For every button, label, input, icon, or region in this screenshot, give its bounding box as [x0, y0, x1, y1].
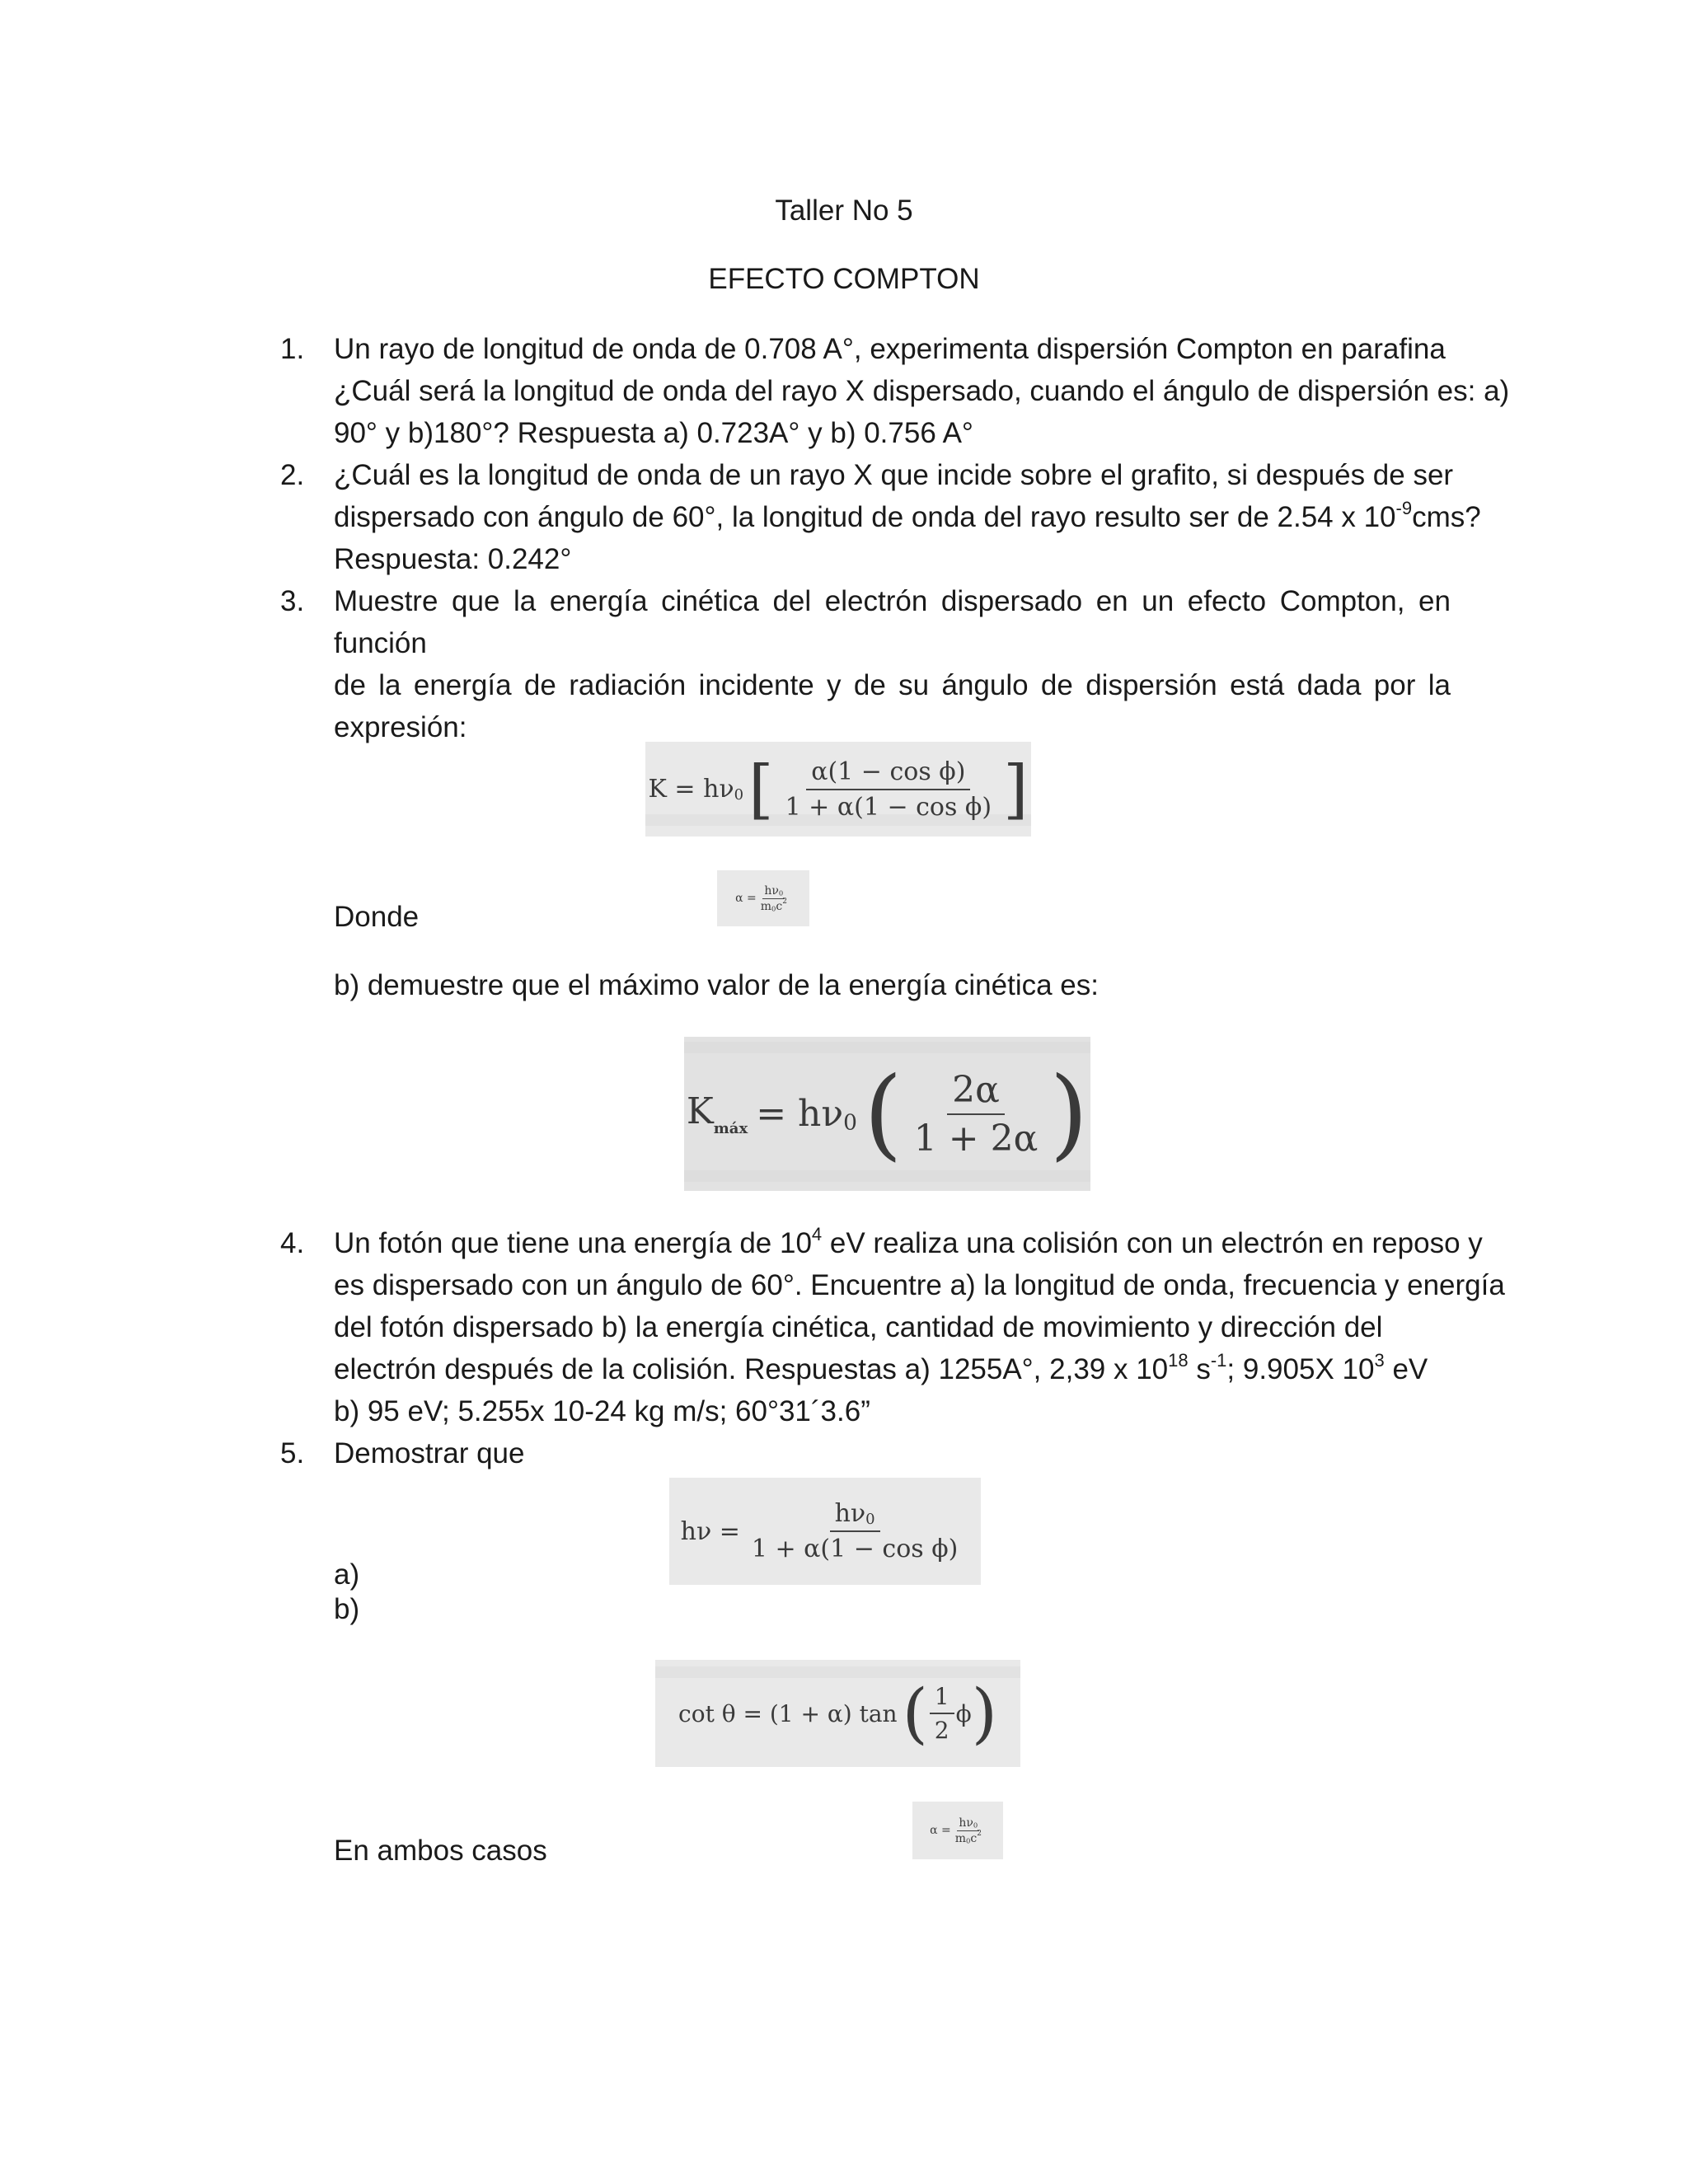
en-ambos-casos-label: En ambos casos — [334, 1835, 547, 1867]
exponent: 4 — [811, 1224, 823, 1245]
problem-5-label-a: a) — [334, 1558, 360, 1591]
eq-alpha-denominator: $m0c^2$ — [760, 897, 787, 913]
problem-4-line-3: del fotón dispersado b) la energía cinética, cantidad de movimiento y dirección del — [334, 1311, 1383, 1343]
eq-hv-numerator: hν0 — [830, 1499, 880, 1532]
eq-alpha-fraction — [954, 1816, 983, 1845]
eq-alpha-numerator: hν0 — [764, 883, 784, 898]
right-bracket: ] — [1003, 752, 1029, 827]
problem-1-line-1: Un rayo de longitud de onda de 0.708 A°, experimenta dispersión Compton en parafina — [334, 333, 1446, 365]
right-paren: ) — [1049, 1056, 1089, 1171]
equation-kmax — [684, 1037, 1090, 1191]
problem-number: 4. — [280, 1227, 305, 1259]
problem-1-line-3: 90° y b)180°? Respuesta a) 0.723A° y b) 0.756 A° — [334, 417, 973, 449]
problem-number: 5. — [280, 1437, 305, 1469]
eq-kmax-equals: = hν0 — [756, 1092, 857, 1136]
eq-cot-fraction — [930, 1683, 954, 1744]
problem-3-line-3: expresión: — [334, 711, 467, 743]
eq-kmax-numerator: 2α — [947, 1069, 1005, 1115]
document-subtitle: EFECTO COMPTON — [708, 263, 980, 295]
equation-alpha-1 — [717, 870, 809, 926]
problem-2-line-2 — [334, 496, 1481, 538]
exponent: 3 — [1374, 1350, 1385, 1371]
eq-k-fraction — [781, 757, 997, 822]
left-bracket: [ — [748, 752, 774, 827]
left-paren: ( — [863, 1056, 903, 1171]
eq-alpha-denominator: $m0c^2$ — [954, 1829, 982, 1845]
eq-hv-lhs: hν = — [680, 1516, 740, 1546]
problem-2-line-1: ¿Cuál es la longitud de onda de un rayo X que incide sobre el grafito, si después de ser — [334, 459, 1454, 491]
right-paren: ) — [971, 1675, 997, 1751]
problem-1-line-2: ¿Cuál será la longitud de onda del rayo X dispersado, cuando el ángulo de dispersión es: a) — [334, 375, 1510, 407]
problem-4-line-5: b) 95 eV; 5.255x 10-24 kg m/s; 60°31´3.6” — [334, 1395, 870, 1427]
problem-2-line-2-text: dispersado con ángulo de 60°, la longitud de onda del rayo resulto ser de 2.54 x 10 — [334, 501, 1396, 533]
problem-4-line-2: es dispersado con un ángulo de 60°. Encuentre a) la longitud de onda, frecuencia y energía — [334, 1269, 1505, 1301]
eq-k-numerator: α(1 − cos ϕ) — [806, 757, 970, 790]
equation-alpha-2 — [912, 1802, 1003, 1859]
document-title: Taller No 5 — [775, 194, 913, 227]
eq-cot-lhs: cot θ = (1 + α) tan — [678, 1699, 898, 1727]
problem-number: 2. — [280, 459, 305, 491]
donde-label: Donde — [334, 901, 420, 933]
problem-3-part-b: b) demuestre que el máximo valor de la energía cinética es: — [334, 969, 1099, 1001]
left-paren: ( — [902, 1675, 928, 1751]
problem-number: 1. — [280, 333, 305, 365]
eq-hv-denominator: 1 + α(1 − cos ϕ) — [751, 1535, 959, 1564]
problem-number: 3. — [280, 585, 305, 617]
equation-scattered-photon-energy — [669, 1478, 981, 1585]
exponent: -9 — [1395, 498, 1413, 519]
eq-k-denominator: 1 + α(1 − cos ϕ) — [785, 792, 992, 822]
eq-k-lhs: K = hν0 — [648, 774, 744, 804]
eq-alpha-lhs: α = — [930, 1824, 951, 1837]
problem-4-line-4: electrón después de la colisión. Respuestas a) 1255A°, 2,39 x $10^{18}$ $s^{-1}$; 9.905X $10^3$ eV — [334, 1350, 1428, 1385]
eq-kmax-fraction — [909, 1069, 1043, 1160]
eq-kmax-denominator: 1 + 2α — [913, 1117, 1039, 1160]
eq-alpha-fraction — [759, 884, 789, 913]
problem-5-line: Demostrar que — [334, 1437, 525, 1469]
equation-kinetic-energy — [645, 742, 1031, 837]
eq-alpha-numerator: hν0 — [959, 1816, 978, 1830]
problem-2-answer: Respuesta: 0.242° — [334, 543, 572, 575]
eq-cot-numerator: 1 — [930, 1683, 954, 1714]
exponent: -1 — [1210, 1350, 1227, 1371]
eq-kmax-lhs: $K_{máx}$ — [686, 1090, 748, 1137]
equation-cot-theta — [655, 1660, 1020, 1767]
eq-cot-denominator: 2 — [934, 1717, 950, 1744]
eq-cot-phi: ϕ — [955, 1699, 972, 1727]
problem-2-line-2-unit: cms? — [1412, 501, 1481, 533]
eq-hv-fraction — [747, 1499, 964, 1563]
problem-3-line-2: de la energía de radiación incidente y de su ángulo de dispersión está dada por la — [334, 669, 1451, 701]
eq-alpha-lhs: α = — [735, 892, 757, 905]
problem-5-label-b: b) — [334, 1593, 360, 1625]
exponent: 18 — [1168, 1350, 1189, 1371]
problem-3-line-1: Muestre que la energía cinética del electrón dispersado en un efecto Compton, en función — [334, 585, 1451, 659]
problem-4-line-1: Un fotón que tiene una energía de $10^4$ eV realiza una colisión con un electrón en reposo y — [334, 1224, 1483, 1259]
